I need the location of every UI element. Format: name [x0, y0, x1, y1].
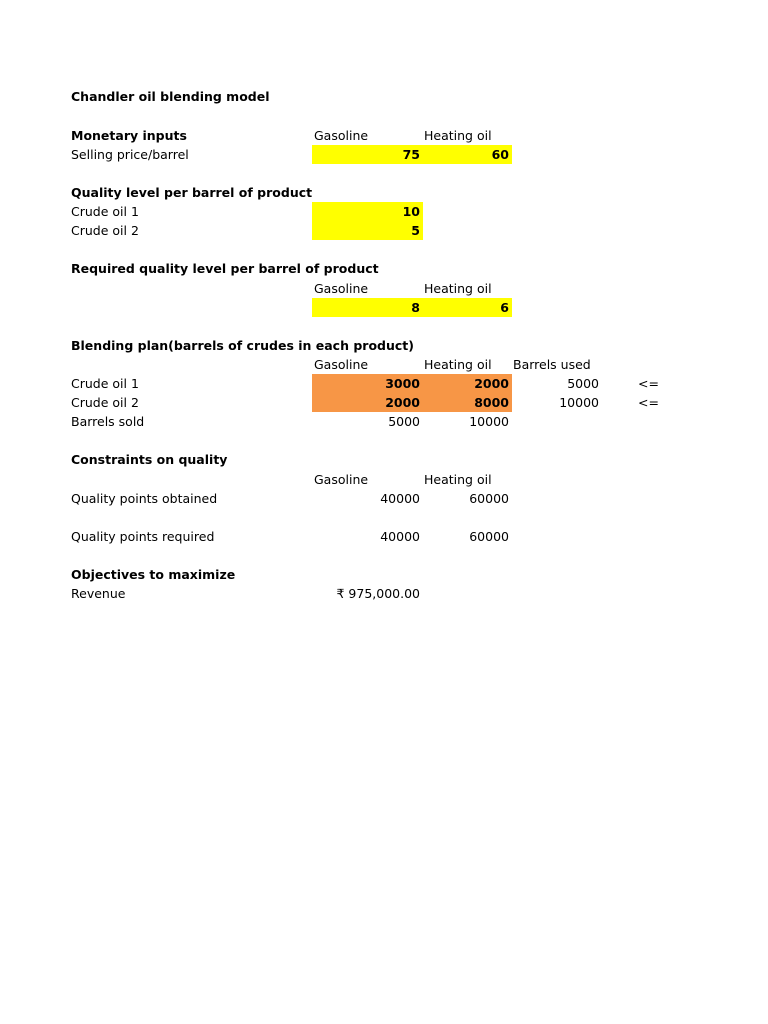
barrels-sold-heating: 10000 [469, 414, 509, 429]
quality-crude1-cell[interactable]: 10 [312, 202, 423, 221]
blending-heading: Blending plan(barrels of crudes in each product) [71, 338, 414, 353]
quality-row-label: Crude oil 2 [71, 223, 139, 238]
quality-obtained-heating: 60000 [469, 491, 509, 506]
blend-crude2-heating-cell[interactable]: 8000 [423, 393, 512, 412]
constraints-col-heating: Heating oil [424, 472, 492, 487]
constraints-heading: Constraints on quality [71, 452, 228, 467]
barrels-used-crude1: 5000 [567, 376, 599, 391]
required-col-heating: Heating oil [424, 281, 492, 296]
revenue-value[interactable]: ₹ 975,000.00 [336, 586, 420, 601]
quality-obtained-gasoline: 40000 [380, 491, 420, 506]
quality-crude2-cell[interactable]: 5 [312, 221, 423, 240]
blending-row-label: Crude oil 2 [71, 395, 139, 410]
blending-row-label: Crude oil 1 [71, 376, 139, 391]
barrels-used-crude2: 10000 [559, 395, 599, 410]
blend-crude2-gasoline-cell[interactable]: 2000 [312, 393, 423, 412]
objective-heading: Objectives to maximize [71, 567, 236, 582]
constraint-operator: <= [638, 395, 659, 410]
quality-required-label: Quality points required [71, 529, 215, 544]
blending-col-heating: Heating oil [424, 357, 492, 372]
barrels-sold-label: Barrels sold [71, 414, 145, 429]
blend-crude1-gasoline-cell[interactable]: 3000 [312, 374, 423, 393]
quality-heading: Quality level per barrel of product [71, 185, 313, 200]
monetary-heading: Monetary inputs [71, 128, 187, 143]
selling-price-label: Selling price/barrel [71, 147, 189, 162]
quality-obtained-label: Quality points obtained [71, 491, 218, 506]
revenue-label: Revenue [71, 586, 126, 601]
constraints-col-gasoline: Gasoline [314, 472, 369, 487]
heating-price-cell[interactable]: 60 [423, 145, 512, 164]
monetary-col-gasoline: Gasoline [314, 128, 369, 143]
model-title: Chandler oil blending model [71, 89, 270, 104]
blending-col-used: Barrels used [513, 357, 591, 372]
quality-row-label: Crude oil 1 [71, 204, 139, 219]
blending-col-gasoline: Gasoline [314, 357, 369, 372]
blend-crude1-heating-cell[interactable]: 2000 [423, 374, 512, 393]
quality-required-heating: 60000 [469, 529, 509, 544]
quality-required-gasoline: 40000 [380, 529, 420, 544]
monetary-col-heating: Heating oil [424, 128, 492, 143]
required-quality-heading: Required quality level per barrel of product [71, 261, 379, 276]
gasoline-price-cell[interactable]: 75 [312, 145, 423, 164]
constraint-operator: <= [638, 376, 659, 391]
required-gasoline-cell[interactable]: 8 [312, 298, 423, 317]
required-heating-cell[interactable]: 6 [423, 298, 512, 317]
barrels-sold-gasoline: 5000 [388, 414, 420, 429]
required-col-gasoline: Gasoline [314, 281, 369, 296]
